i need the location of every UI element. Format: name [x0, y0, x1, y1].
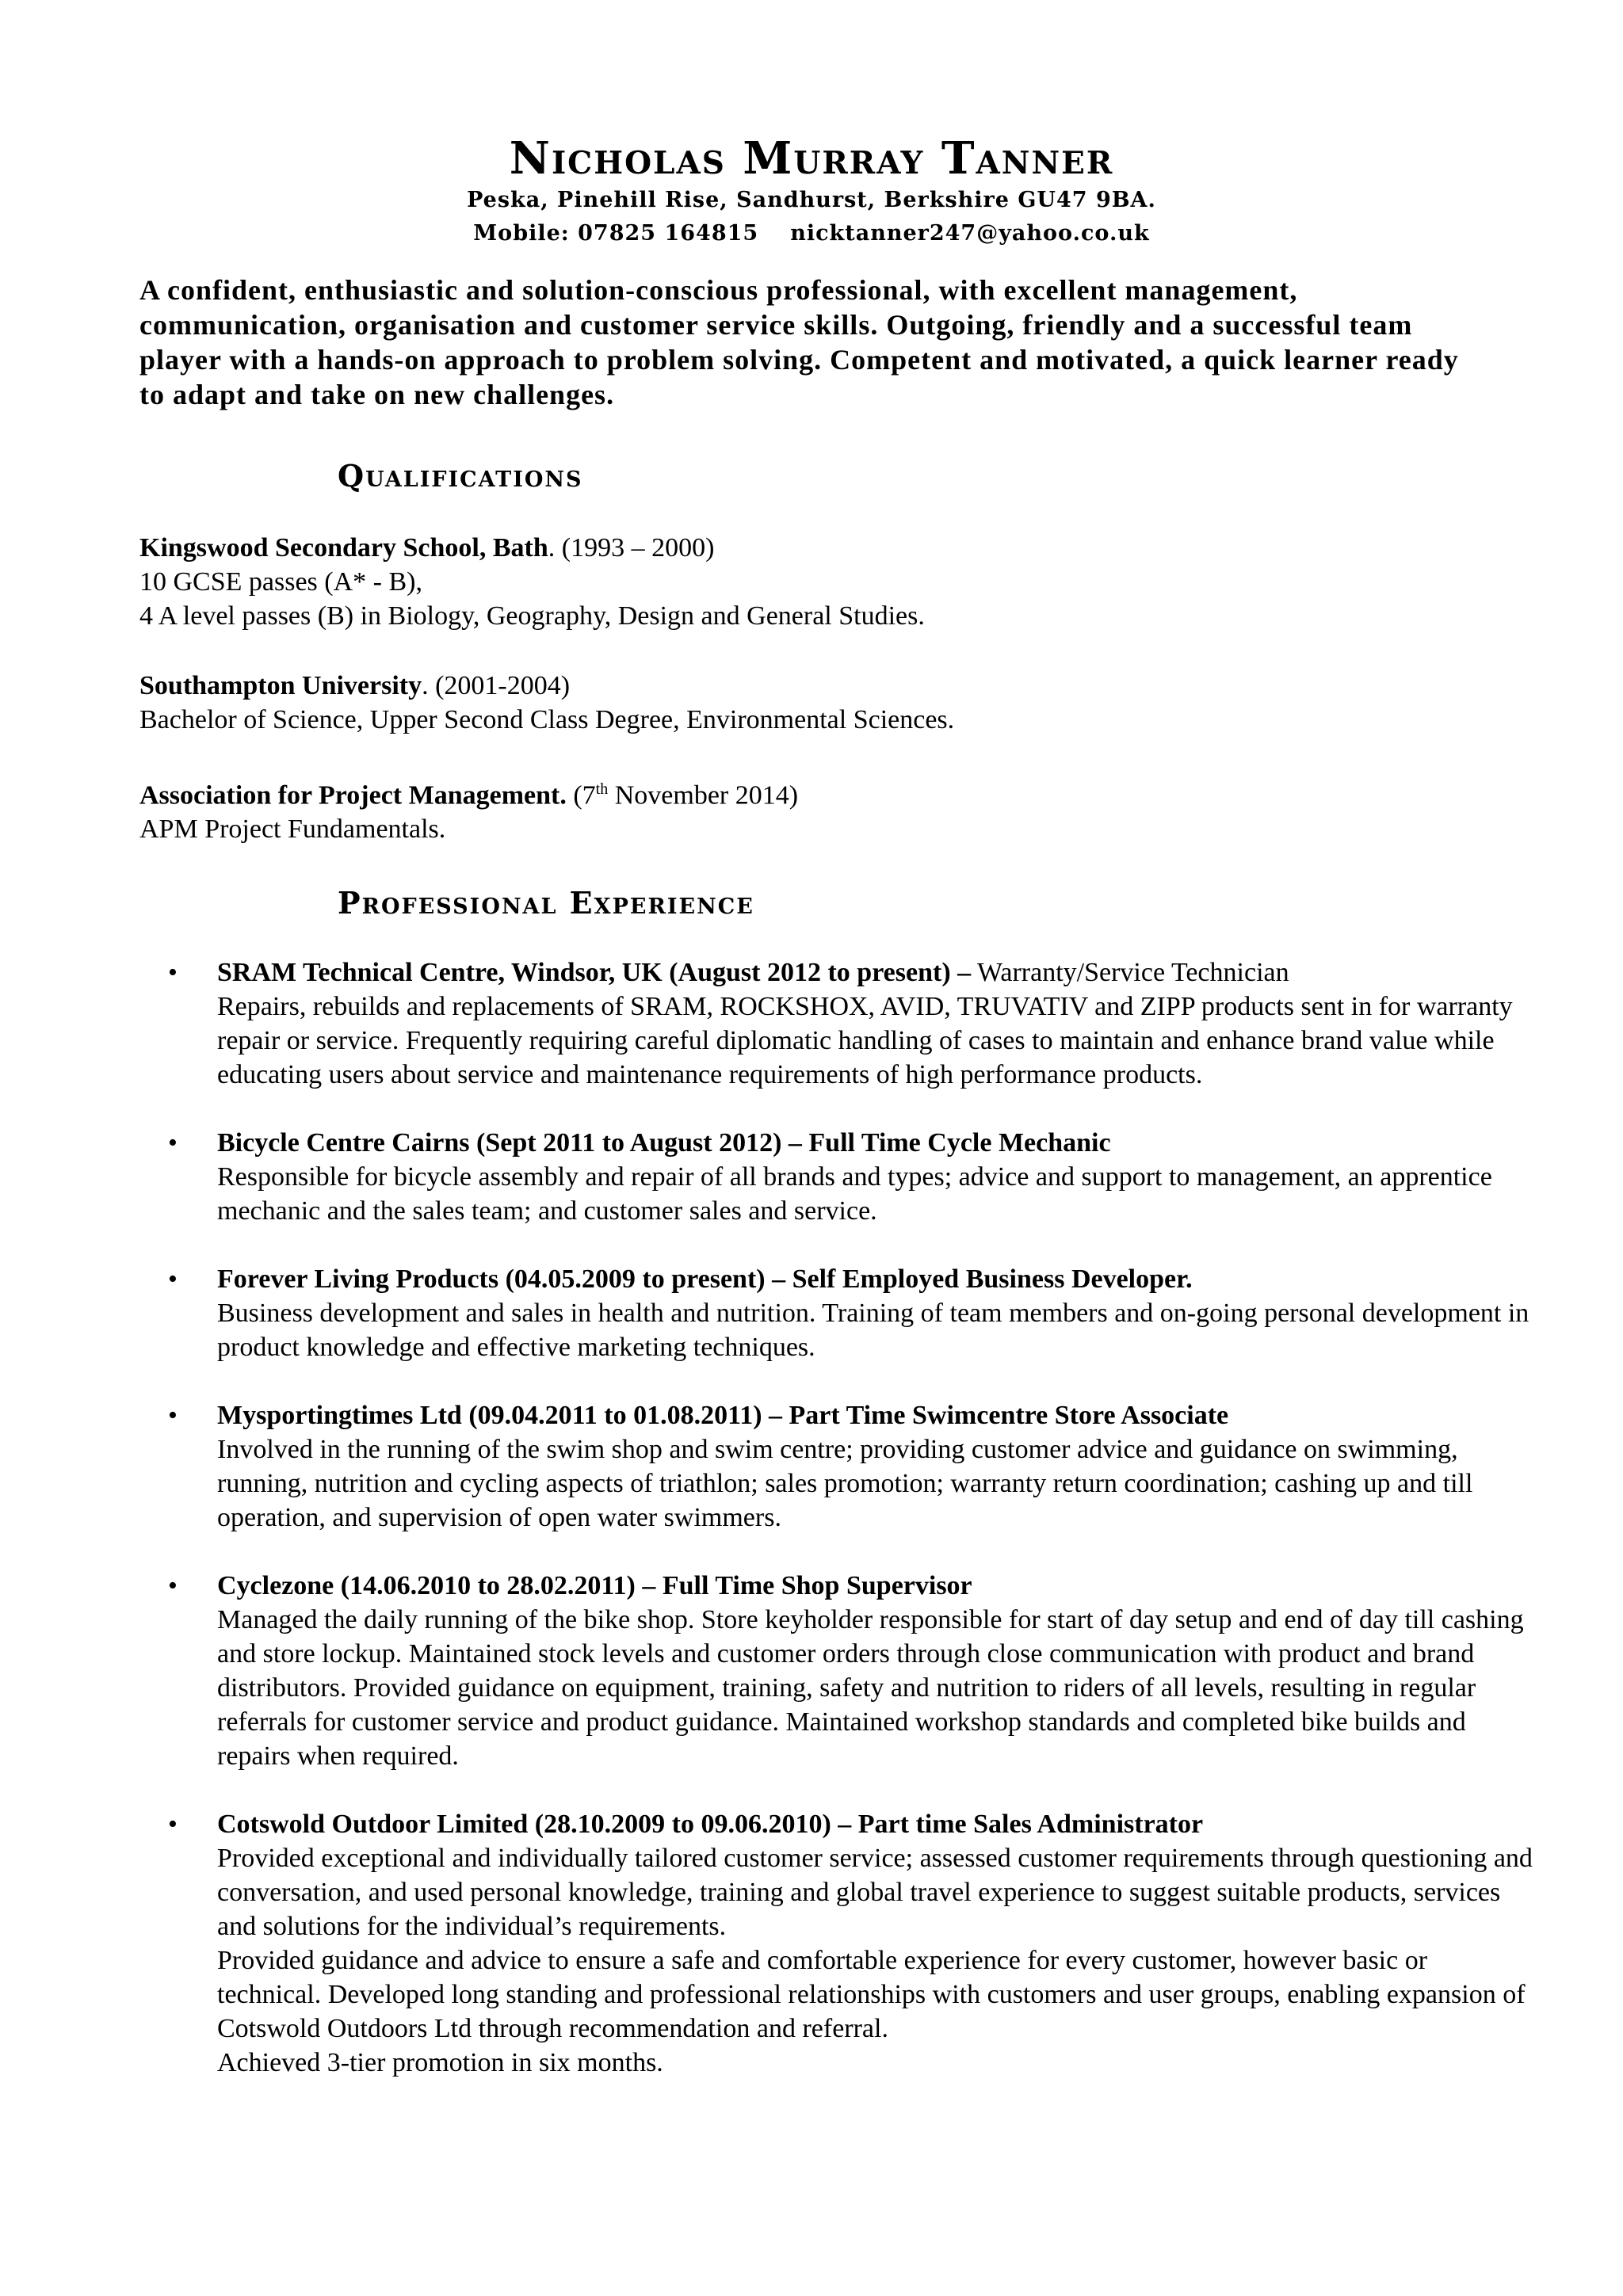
bullet: •	[168, 1571, 178, 1600]
job-description: Business development and sales in health and nutrition. Training of team members and on-going personal development in product knowledge and effective marketing techniques.	[217, 1299, 1529, 1362]
candidate-name: Nicholas Murray Tanner	[509, 132, 1114, 185]
qualification-title	[139, 531, 1487, 565]
job-description: Provided guidance and advice to ensure a safe and comfortable experience for every customer, however basic or technical. Developed long standing and professional relationships with customers and user groups, enabling expansion of Cotswold Outdoors Ltd through recommendation and referral.	[217, 1946, 1526, 2043]
bullet: •	[168, 1401, 178, 1430]
job-title: Bicycle Centre Cairns (Sept 2011 to August 2012) – Full Time Cycle Mechanic	[217, 1128, 1111, 1158]
job-description: Repairs, rebuilds and replacements of SRAM, ROCKSHOX, AVID, TRUVATIV and ZIPP products sent in for warranty repair or service. Frequently requiring careful diplomatic handling of cases to maintain and enhance brand value while educating users about service and maintenance requirements of high performance products.	[217, 992, 1513, 1089]
bullet: •	[168, 1810, 178, 1839]
job-title: SRAM Technical Centre, Windsor, UK (August 2012 to present) –	[217, 958, 972, 987]
qualification-title	[139, 669, 1487, 703]
job-description: Involved in the running of the swim shop and swim centre; providing customer advice and guidance on swimming, running, nutrition and cycling aspects of triathlon; sales promotion; warranty return coordination; cashing up and till operation, and supervision of open water swimmers.	[217, 1435, 1473, 1532]
job-description: Responsible for bicycle assembly and repair of all brands and types; advice and support to management, an apprentice mechanic and the sales team; and customer sales and service.	[217, 1162, 1492, 1226]
address-line: Peska, Pinehill Rise, Sandhurst, Berkshire GU47 9BA.	[467, 188, 1156, 212]
job-title: Forever Living Products (04.05.2009 to present) – Self Employed Business Developer.	[217, 1264, 1193, 1294]
email-address: nicktanner247@yahoo.co.uk	[790, 221, 1150, 246]
job-title-line	[217, 1126, 1534, 1160]
contact-line	[0, 217, 1623, 250]
date-ordinal: th	[595, 780, 609, 798]
job-role: Warranty/Service Technician	[971, 958, 1289, 987]
qualification-item	[139, 772, 1487, 846]
mobile-number: Mobile: 07825 164815	[473, 221, 759, 246]
job-entry	[139, 1807, 1534, 2080]
qualification-dates: . (1993 – 2000)	[548, 533, 715, 563]
job-description: Achieved 3-tier promotion in six months.	[217, 2048, 663, 2077]
job-title-line	[217, 955, 1534, 990]
qualification-date-post: November 2014)	[608, 780, 799, 810]
qualification-item	[139, 669, 1487, 737]
profile-summary: A confident, enthusiastic and solution-conscious professional, with excellent management, communication, organisation and customer service skills. Outgoing, friendly and a successful team player with a hands-on approach to problem solving. Competent and motivated, a quick learner ready to adapt and take on new challenges.	[139, 274, 1459, 410]
job-description: Provided exceptional and individually tailored customer service; assessed customer requirements through questioning and conversation, and used personal knowledge, training and global travel experience to suggest suitable products, services and solutions for the individual’s requirements.	[217, 1844, 1533, 1941]
bullet: •	[168, 958, 178, 987]
job-entry	[139, 955, 1534, 1092]
qualification-detail: Bachelor of Science, Upper Second Class Degree, Environmental Sciences.	[139, 705, 955, 734]
job-entry	[139, 1398, 1534, 1535]
qualifications-heading: Qualifications	[338, 458, 583, 494]
qualification-detail: 10 GCSE passes (A* - B),	[139, 567, 422, 597]
experience-list	[139, 955, 1534, 2114]
qualification-title	[139, 772, 1487, 812]
job-title: Cyclezone (14.06.2010 to 28.02.2011) – Full Time Shop Supervisor	[217, 1571, 972, 1600]
job-description: Managed the daily running of the bike shop. Store keyholder responsible for start of day setup and end of day till cashing and store lockup. Maintained stock levels and customer orders through close communication with product and brand distributors. Provided guidance on equipment, training, safety and nutrition to riders of all levels, resulting in regular referrals for customer service and product guidance. Maintained workshop standards and completed bike builds and repairs when required.	[217, 1605, 1524, 1771]
institution-name: Kingswood Secondary School, Bath	[139, 533, 548, 563]
institution-name: Association for Project Management.	[139, 780, 567, 810]
job-title: Cotswold Outdoor Limited (28.10.2009 to 09.06.2010) – Part time Sales Administrator	[217, 1810, 1204, 1839]
job-title-line	[217, 1807, 1534, 1841]
experience-heading: Professional Experience	[338, 885, 754, 921]
job-title-line	[217, 1262, 1534, 1296]
qualification-item	[139, 531, 1487, 633]
bullet: •	[168, 1264, 178, 1294]
qualification-dates: . (2001-2004)	[422, 671, 571, 700]
job-entry	[139, 1569, 1534, 1773]
job-title-line	[217, 1398, 1534, 1432]
qualification-date-pre: (7	[566, 780, 596, 810]
qualification-detail: APM Project Fundamentals.	[139, 814, 446, 845]
cv-header	[0, 133, 1623, 250]
bullet: •	[168, 1128, 178, 1158]
job-entry	[139, 1262, 1534, 1364]
job-entry	[139, 1126, 1534, 1228]
job-title-line	[217, 1569, 1534, 1603]
qualification-detail: 4 A level passes (B) in Biology, Geography, Design and General Studies.	[139, 601, 925, 631]
job-title: Mysportingtimes Ltd (09.04.2011 to 01.08.2011) – Part Time Swimcentre Store Associate	[217, 1401, 1229, 1430]
institution-name: Southampton University	[139, 671, 422, 700]
